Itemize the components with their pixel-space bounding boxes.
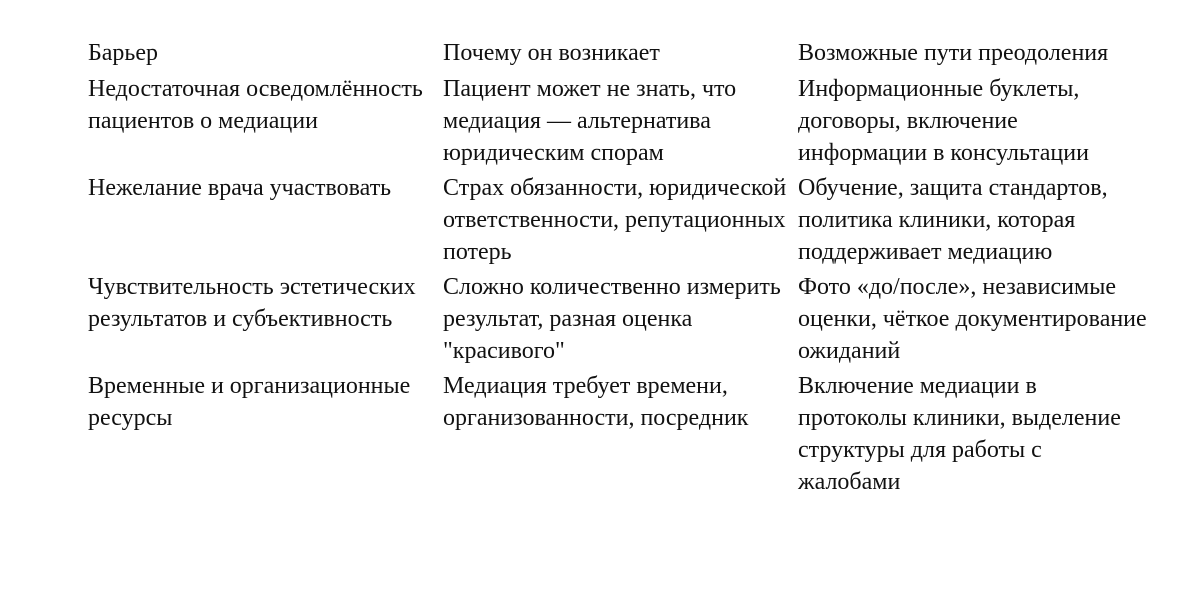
- header-barrier: Барьер: [88, 40, 159, 66]
- barriers-document: [88, 37, 1148, 501]
- solution-cell: Информационные буклеты, договоры, включение информации в консультации: [798, 76, 1089, 166]
- barrier-cell: Временные и организационные ресурсы: [88, 373, 411, 431]
- barrier-cell: Недостаточная осведомлённость пациентов о медиации: [88, 76, 423, 134]
- table-header-row: [88, 37, 1148, 73]
- solution-cell: Фото «до/после», независимые оценки, чёткое документирование ожиданий: [798, 274, 1147, 364]
- solution-cell: Включение медиации в протоколы клиники, выделение структуры для работы с жалобами: [798, 373, 1121, 495]
- cause-cell: Пациент может не знать, что медиация — альтернатива юридическим спорам: [443, 76, 737, 166]
- header-cause: Почему он возникает: [443, 40, 660, 66]
- barrier-cell: Нежелание врача участвовать: [88, 175, 392, 201]
- table-row: [88, 73, 1148, 172]
- cause-cell: Страх обязанности, юридической ответственности, репутационных потерь: [443, 175, 787, 265]
- solution-cell: Обучение, защита стандартов, политика клиники, которая поддерживает медиацию: [798, 175, 1108, 265]
- cause-cell: Сложно количественно измерить результат, разная оценка "красивого": [443, 274, 781, 364]
- table-row: [88, 172, 1148, 271]
- table-row: [88, 271, 1148, 370]
- header-solutions: Возможные пути преодоления: [798, 40, 1109, 66]
- table-row: [88, 370, 1148, 501]
- barriers-table: [88, 37, 1148, 501]
- cause-cell: Медиация требует времени, организованности, посредник: [443, 373, 749, 431]
- barrier-cell: Чувствительность эстетических результатов и субъективность: [88, 274, 416, 332]
